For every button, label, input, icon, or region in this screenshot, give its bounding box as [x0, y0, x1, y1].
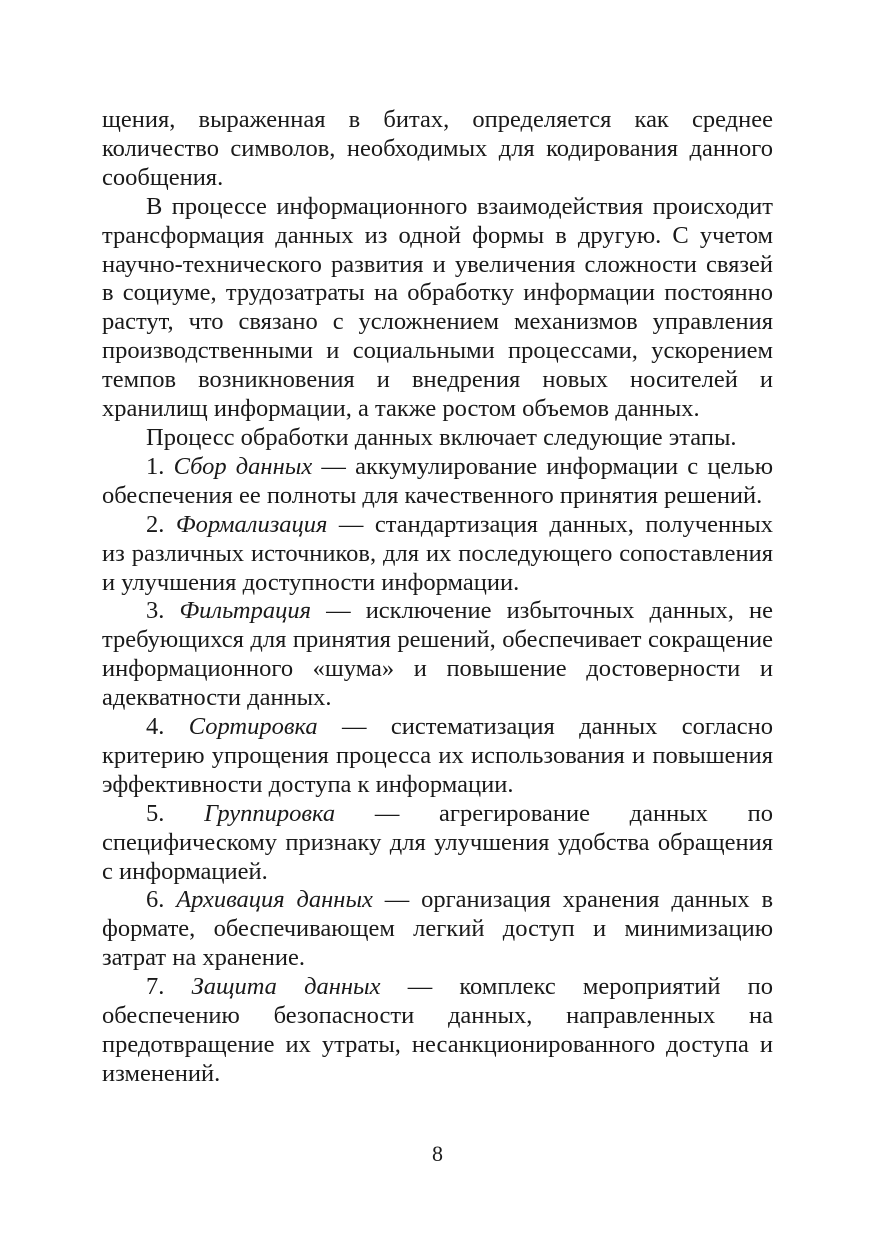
step-4-text: — систематизация данных согласно критерию упрощения процесса их использования и повышения эффективности доступа к информации.	[102, 713, 774, 798]
step-3-text: — исключение избыточных данных, не требующихся для принятия решений, обеспечивает сокращение информационного «шума» и повышение достоверности и адекватности данных.	[102, 597, 773, 712]
step-7-number: 7.	[146, 973, 165, 1001]
step-1-number: 1.	[146, 452, 165, 480]
step-7	[102, 973, 773, 1089]
step-4	[102, 713, 773, 800]
step-2-term: Формализация	[175, 510, 328, 538]
step-2	[102, 511, 773, 598]
step-6-term: Архивация данных	[176, 886, 373, 914]
step-6-text: — организация хранения данных в формате, обеспечивающем легкий доступ и минимизацию затрат на хранение.	[102, 886, 774, 972]
step-4-number: 4.	[146, 713, 165, 741]
step-7-term: Защита данных	[191, 973, 381, 1001]
step-5-term: Группировка	[204, 799, 336, 827]
paragraph-stages-intro: Процесс обработки данных включает следующие этапы.	[146, 423, 737, 451]
step-6	[102, 886, 773, 973]
step-1-text: — аккумулирование информации с целью обеспечения ее полноты для качественного принятия решений.	[102, 452, 774, 509]
step-5	[102, 800, 773, 887]
paragraph-continuation: щения, выраженная в битах, определяется как среднее количество символов, необходимых для кодирования данного сообщения.	[102, 106, 773, 191]
step-1	[102, 453, 773, 511]
paragraph-information-processing: В процессе информационного взаимодействия происходит трансформация данных из одной формы в другую. С учетом научно-технического развития и увеличения сложности связей в социуме, трудозатраты на обработку информации постоянно растут, что связано с усложнением механизмов управления производственными и социальными процессами, ускорением темпов возникновения и внедрения новых носителей и хранилищ информации, а также ростом объемов данных.	[102, 192, 773, 423]
step-2-number: 2.	[146, 510, 165, 538]
page-body	[102, 106, 773, 1089]
step-3	[102, 597, 773, 713]
step-7-text: — комплекс мероприятий по обеспечению безопасности данных, направленных на предотвращение их утраты, несанкционированного доступа и изменений.	[102, 973, 773, 1087]
step-3-term: Фильтрация	[179, 597, 312, 625]
step-5-text: — агрегирование данных по специфическому признаку для улучшения удобства обращения с информацией.	[102, 799, 773, 885]
step-2-text: — стандартизация данных, полученных из различных источников, для их последующего сопоставления и улучшения доступности информации.	[102, 510, 773, 596]
step-6-number: 6.	[146, 886, 165, 914]
step-1-term: Сбор данных	[173, 452, 313, 480]
page-number: 8	[432, 1141, 443, 1166]
step-3-number: 3.	[146, 597, 165, 625]
step-5-number: 5.	[146, 799, 165, 827]
step-4-term: Сортировка	[188, 713, 318, 741]
